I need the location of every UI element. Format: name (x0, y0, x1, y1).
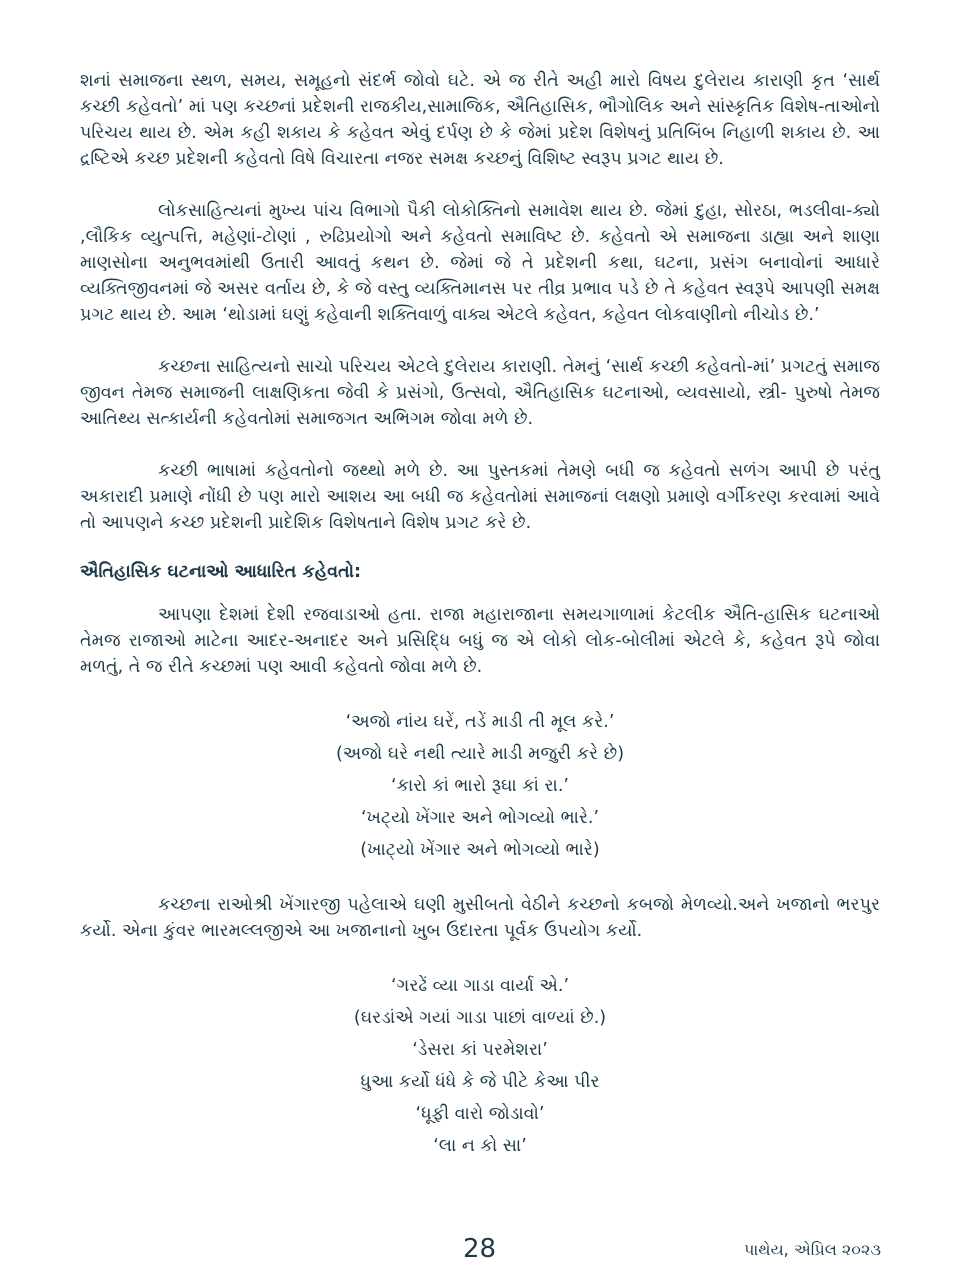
page-number: 28 (462, 1234, 497, 1264)
quote-block-1 (80, 706, 880, 866)
quote-line: ‘ડેસરા કાં પરમેશરા’ (412, 1040, 548, 1060)
paragraph-1: શનાં સમાજના સ્થળ, સમય, સમૂહનો સંદર્ભ જોવો ઘટે. એ જ રીતે અહી મારો વિષય દુલેરાય કારાણી કૃત ‘સાર્થ કચ્છી કહેવતો’ માં પણ કચ્છનાં પ્રદેશની રાજકીય,સામાજિક, ઐતિહાસિક, ભૌગોલિક અને સાંસ્કૃતિક વિશેષ-તાઓનો પરિચય થાય છે. એમ કહી શકાય કે કહેવત એવું દર્પણ છે કે જેમાં પ્રદેશ વિશેષનું પ્રતિબિંબ નિહાળી શકાય છે. આ દ્રષ્ટિએ કચ્છ પ્રદેશની કહેવતો વિષે વિચારતા નજર સમક્ષ કચ્છનું વિશિષ્ટ સ્વરૂપ પ્રગટ થાય છે. (80, 71, 880, 169)
quote-line: ધુઆ કર્યો ધંધે કે જે પીટે કેઆ પીર (360, 1072, 600, 1092)
quote-line: (ઘરડાંએ ગયાં ગાડા પાછાં વાળ્યાં છે.) (353, 1008, 607, 1028)
section-heading: ઐતિહાસિક ઘટનાઓ આધારિત કહેવતો: (80, 562, 362, 582)
quote-line: ‘અજો નાંય ઘરેં, તડેં માડી તી મૂલ કરે.’ (345, 712, 615, 732)
quote-line: ‘કારો કાં ભારો રૂઘા કાં રા.’ (391, 776, 569, 796)
paragraph-6: કચ્છના રાઓશ્રી ખેંગારજી પહેલાએ ઘણી મુસીબતો વેઠીને કચ્છનો કબજો મેળવ્યો.અને ખજાનો ભરપુર કર્યો. એના કુંવર ભારમલ્લજીએ આ ખજાનાનો ખુબ ઉદારતા પૂર્વક ઉપયોગ કર્યો. (80, 895, 880, 941)
paragraph-5: આપણા દેશમાં દેશી રજવાડાઓ હતા. રાજા મહારાજાના સમયગાળામાં કેટલીક ઐતિ-હાસિક ઘટનાઓ તેમજ રાજાઓ માટેના આદર-અનાદર અને પ્રસિદ્ધિ બધું જ એ લોકો લોક-બોલીમાં એટલે કે, કહેવત રૂપે જોવા મળતું, તે જ રીતે કચ્છમાં પણ આવી કહેવતો જોવા મળે છે. (80, 605, 880, 677)
paragraph-3: કચ્છના સાહિત્યનો સાચો પરિચય એટલે દુલેરાય કારાણી. તેમનું ‘સાર્થ કચ્છી કહેવતો-માં’ પ્રગટતું સમાજ જીવન તેમજ સમાજની લાક્ષણિકતા જેવી કે પ્રસંગો, ઉત્સવો, ઐતિહાસિક ઘટનાઓ, વ્યવસાયો, સ્ત્રી- પુરુષો તેમજ આતિથ્ય સત્કાર્યની કહેવતોમાં સમાજગત અભિગમ જોવા મળે છે. (80, 357, 880, 429)
paragraph-4: કચ્છી ભાષામાં કહેવતોનો જથ્થો મળે છે. આ પુસ્તકમાં તેમણે બધી જ કહેવતો સળંગ આપી છે પરંતુ અકારાદી પ્રમાણે નોંધી છે પણ મારો આશય આ બધી જ કહેવતોમાં સમાજનાં લક્ષણો પ્રમાણે વર્ગીકરણ કરવામાં આવે તો આપણને કચ્છ પ્રદેશની પ્રાદેશિક વિશેષતાને વિશેષ પ્રગટ કરે છે. (80, 461, 880, 533)
article-body (80, 68, 880, 1188)
quote-line: (ખાટ્યો ખેંગાર અને ભોગવ્યો ભારે) (360, 840, 600, 860)
quote-line: ‘ધૂફી વારો જોડાવો’ (415, 1104, 545, 1124)
quote-line: ‘લા ન કો સા’ (433, 1136, 527, 1156)
magazine-issue: પાથેય, એપ્રિલ ૨૦૨૩ (744, 1240, 881, 1259)
quote-block-2 (80, 970, 880, 1162)
paragraph-2: લોકસાહિત્યનાં મુખ્ય પાંચ વિભાગો પૈકી લોકોક્તિનો સમાવેશ થાય છે. જેમાં દુહા, સોરઠા, ભડલીવા-ક્યો ,લૌકિક વ્યુત્પત્તિ, મહેણાં-ટોણાં , રુઢિપ્રયોગો અને કહેવતો સમાવિષ્ટ છે. કહેવતો એ સમાજના ડાહ્યા અને શાણા માણસોના અનુભવમાંથી ઉતારી આવતું કથન છે. જેમાં જે તે પ્રદેશની કથા, ઘટના, પ્રસંગ બનાવોનાં આધારે વ્યક્તિજીવનમાં જે અસર વર્તાય છે, કે જે વસ્તુ વ્યક્તિમાનસ પર તીવ્ર પ્રભાવ પડે છે તે કહેવત સ્વરૂપે આપણી સમક્ષ પ્રગટ થાય છે. આમ ‘થોડામાં ઘણું કહેવાની શક્તિવાળું વાક્ય એટલે કહેવત, કહેવત લોકવાણીનો નીચોડ છે.’ (80, 201, 880, 325)
quote-line: ‘ગરઢેં વ્યા ગાડા વાર્યા એ.’ (390, 976, 570, 996)
quote-line: ‘ખટ્યો ખેંગાર અને ભોગવ્યો ભારે.’ (360, 808, 600, 828)
quote-line: (અજો ઘરે નથી ત્યારે માડી મજુરી કરે છે) (335, 744, 625, 764)
